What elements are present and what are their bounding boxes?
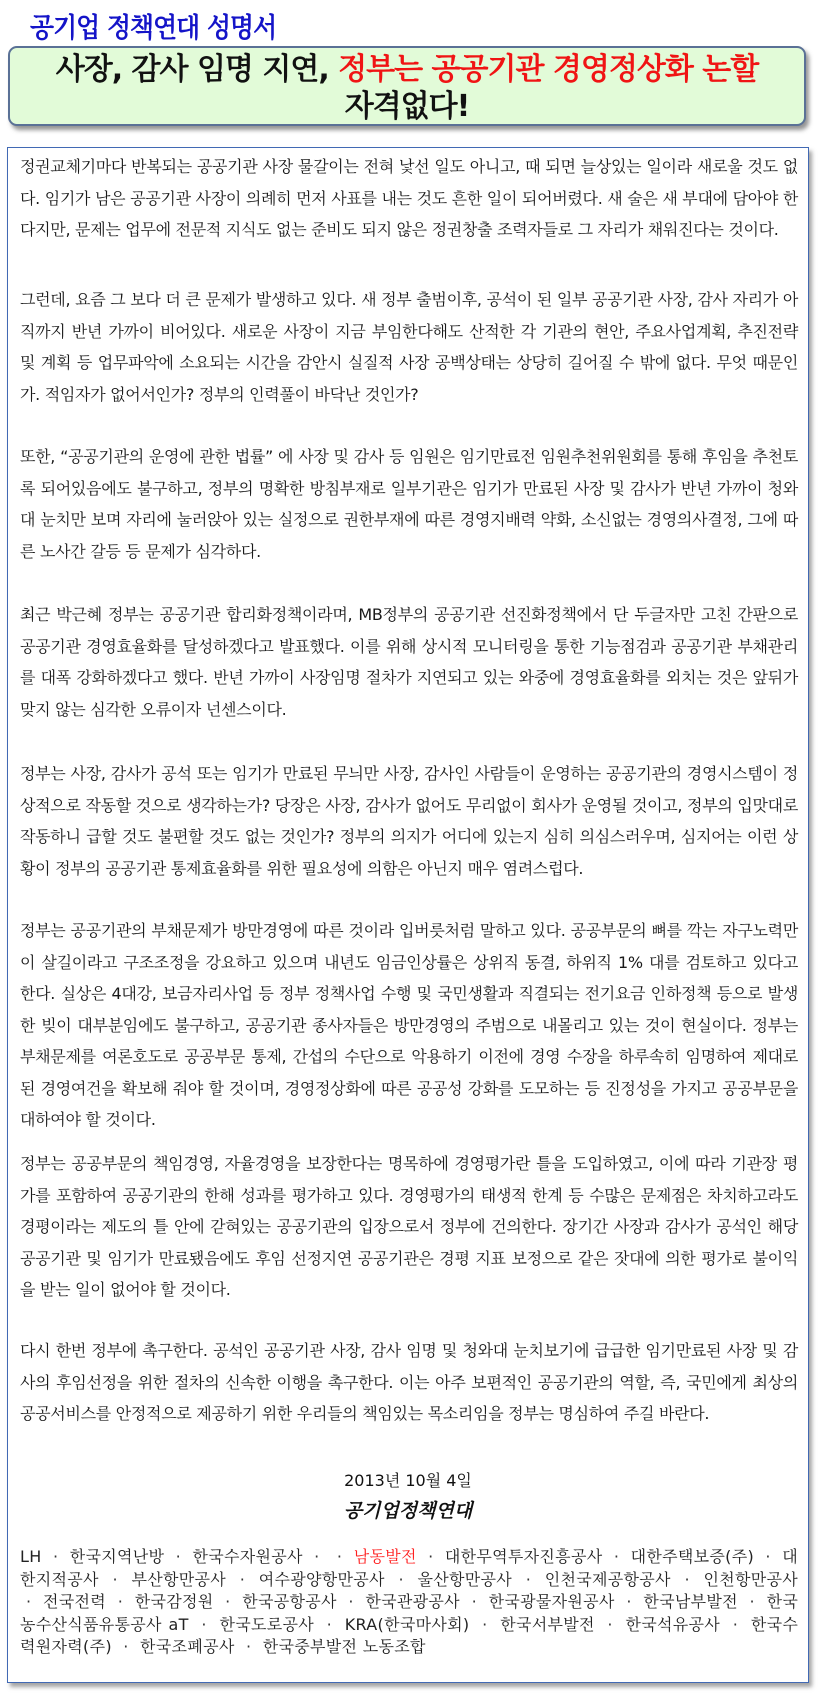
paragraph-6: 정부는 공공기관의 부채문제가 방만경영에 따른 것이라 입버릇처럼 말하고 있다. 공공부문의 뼈를 깍는 자구노력만이 살길이라고 구조조정을 강요하고 있으며 내년도 임금인상률은 상위직 동결, 하위직 1% 대를 검토하고 있다고 한다. 실상은 4대강, 보금자리사업 등 정부 정책사업 수행 및 국민생활과 직결되는 전기요금 인하정책 등으로 발생한 빚이 대부분임에도 불구하고, 공공기관 종사자들은 방만경영의 주범으로 내몰리고 있는 것이 현실이다. 정부는 부채문제를 여론호도로 공공부문 통제, 간섭의 수단으로 악용하기 이전에 경영 수장을 하루속히 임명하여 제대로 된 경영여건을 확보해 줘야 할 것이며, 경영정상화에 따른 공공성 강화를 도모하는 등 진정성을 가지고 공공부문을 대하여야 할 것이다. xyxy=(20,921,798,1129)
organization-name: 한국관광공사 xyxy=(365,1592,460,1611)
member-organizations-list xyxy=(20,1546,798,1659)
paragraph-7: 정부는 공공부문의 책임경영, 자율경영을 보장한다는 명목하에 경영평가란 틀을 도입하였고, 이에 따라 기관장 평가를 포함하여 공공기관의 한해 성과를 평가하고 있다. 경영평가의 태생적 한계 등 수많은 문제점은 차치하고라도 경평이라는 제도의 틀 안에 갇혀있는 공공기관의 입장으로서 정부에 건의한다. 장기간 사장과 감사가 공석인 해당 공공기관 및 임기가 만료됐음에도 후임 선정지연 공공기관은 경평 지표 보정으로 같은 잣대에 의한 평가로 불이익을 받는 일이 없어야 할 것이다. xyxy=(20,1154,798,1299)
organization-name: 대한주택보증(주) xyxy=(630,1547,755,1566)
paragraph-1: 정권교체기마다 반복되는 공공기관 사장 물갈이는 전혀 낯선 일도 아니고, 때 되면 늘상있는 일이라 새로울 것도 없다. 임기가 남은 공공기관 사장이 의례히 먼저 사표를 내는 것도 흔한 일이 되어버렸다. 새 술은 새 부대에 담아야 한다지만, 문제는 업무에 전문적 지식도 없는 준비도 되지 않은 정권창출 조력자들로 그 자리가 채워진다는 것이다. xyxy=(20,157,798,239)
org-separator: · xyxy=(239,1569,246,1589)
org-separator: · xyxy=(175,1547,182,1566)
organization-name: 울산항만공사 xyxy=(417,1569,513,1589)
paragraph-4: 최근 박근혜 정부는 공공기관 합리화정책이라며, MB정부의 공공기관 선진화정책에서 단 두글자만 고친 간판으로 공공기관 경영효율화를 달성하겠다고 발표했다. 이를 위해 상시적 모니터링을 통한 기능점검과 공공기관 부채관리를 대폭 강화하겠다고 했다. 반년 가까이 사장임명 절차가 지연되고 있는 와중에 경영효율화를 외치는 것은 앞뒤가 맞지 않는 심각한 오류이자 넌센스이다. xyxy=(20,605,798,719)
organization-name: 한국농수산식품유통공사 aT xyxy=(20,1592,799,1634)
org-separator: · xyxy=(398,1569,404,1589)
org-separator: · xyxy=(117,1592,124,1611)
organization-name: 한국조폐공사 xyxy=(140,1637,235,1656)
org-separator: · xyxy=(613,1547,620,1566)
organization-name: 전국전력 xyxy=(43,1592,107,1611)
org-separator: · xyxy=(732,1614,739,1634)
organization-name: LH xyxy=(20,1547,42,1566)
organization-name: 대한지적공사 xyxy=(20,1547,798,1589)
org-separator: · xyxy=(225,1592,231,1611)
org-separator: · xyxy=(765,1547,771,1566)
headline-red-text: 정부는 공공기관 경영정상화 논할 xyxy=(338,52,759,87)
organization-name: 한국남부발전 xyxy=(643,1592,738,1611)
statement-body xyxy=(7,147,809,1683)
organization-name: 대한무역투자진흥공사 xyxy=(444,1547,603,1566)
organization-name: 한국지역난방 xyxy=(69,1547,165,1566)
org-separator: · xyxy=(245,1637,252,1656)
statement-date: 2013년 10월 4일 xyxy=(344,1471,472,1490)
org-separator: · xyxy=(471,1592,477,1611)
org-separator: · xyxy=(326,1614,333,1634)
org-separator: · xyxy=(336,1547,343,1566)
org-separator: · xyxy=(348,1592,354,1611)
org-separator: · xyxy=(684,1569,690,1589)
org-separator: · xyxy=(749,1592,755,1611)
organization-name: 인천항만공사 xyxy=(703,1569,799,1589)
org-separator: · xyxy=(626,1592,632,1611)
organization-name: 한국수력원자력(주) xyxy=(20,1614,799,1656)
headline-black-text: 사장, 감사 임명 지연, xyxy=(55,52,339,87)
organization-name: 한국석유공사 xyxy=(625,1614,721,1634)
org-separator: · xyxy=(201,1614,207,1634)
headline-line-1 xyxy=(10,51,804,88)
headline-box xyxy=(8,46,806,126)
organization-name: 한국공항공사 xyxy=(242,1592,337,1611)
org-separator: · xyxy=(52,1547,59,1566)
organization-name: KRA(한국마사회) xyxy=(344,1614,470,1634)
org-separator: · xyxy=(525,1569,532,1589)
paragraph-5: 정부는 사장, 감사가 공석 또는 임기가 만료된 무늬만 사장, 감사인 사람들이 운영하는 공공기관의 경영시스템이 정상적으로 작동할 것으로 생각하는가? 당장은 사장, 감사가 없어도 무리없이 회사가 운영될 것이고, 정부의 입맛대로 작동하니 급할 것도 불편할 것도 없는 것인가? 정부의 의지가 어디에 있는지 심히 의심스러우며, 심지어는 이런 상황이 정부의 공공기관 통제효율화를 위한 필요성에 의함은 아닌지 매우 염려스럽다. xyxy=(20,764,798,878)
paragraph-8: 다시 한번 정부에 촉구한다. 공석인 공공기관 사장, 감사 임명 및 청와대 눈치보기에 급급한 임기만료된 사장 및 감사의 후임선정을 위한 절차의 신속한 이행을 촉구한다. 이는 아주 보편적인 공공기관의 역할, 즉, 국민에게 최상의 공공서비스를 안정적으로 제공하기 위한 우리들의 책임있는 목소리임을 정부는 명심하여 주길 바란다. xyxy=(20,1341,798,1423)
organization-name: 한국서부발전 xyxy=(500,1614,595,1634)
organization-name: 한국광물자원공사 xyxy=(488,1592,615,1611)
statement-org-title: 공기업 정책연대 성명서 xyxy=(30,13,277,44)
org-separator: · xyxy=(482,1614,488,1634)
org-separator: · xyxy=(314,1547,320,1566)
org-separator: · xyxy=(428,1547,434,1566)
organization-name: 부산항만공사 xyxy=(131,1569,227,1589)
paragraph-2: 그런데, 요즘 그 보다 더 큰 문제가 발생하고 있다. 새 정부 출범이후, 공석이 된 일부 공공기관 사장, 감사 자리가 아직까지 반년 가까이 비어있다. 새로운 사장이 지금 부임한다해도 산적한 각 기관의 현안, 주요사업계획, 추진전략 및 계획 등 업무파악에 소요되는 시간을 감안시 실질적 사장 공백상태는 상당히 길어질 수 밖에 없다. 무엇 때문인가. 적임자가 없어서인가? 정부의 인력풀이 바닥난 것인가? xyxy=(20,290,798,404)
org-separator: · xyxy=(123,1637,129,1656)
organization-name: 여수광양항만공사 xyxy=(258,1569,385,1589)
organization-name: 한국수자원공사 xyxy=(192,1547,303,1566)
organization-name: 한국감정원 xyxy=(134,1592,214,1611)
organization-name: 한국중부발전 노동조합 xyxy=(262,1637,426,1656)
organization-name: 남동발전 xyxy=(353,1547,417,1566)
paragraph-3: 또한, “공공기관의 운영에 관한 법률” 에 사장 및 감사 등 임원은 임기만료전 임원추천위원회를 통해 후임을 추천토록 되어있음에도 불구하고, 정부의 명확한 방침부재로 일부기관은 임기가 만료된 사장 및 감사가 반년 가까이 청와대 눈치만 보며 자리에 눌러앉아 있는 실정으로 권한부재에 따른 경영지배력 약화, 소신없는 경영의사결정, 그에 따른 노사간 갈등 등 문제가 심각하다. xyxy=(20,447,798,561)
headline-line-2: 자격없다! xyxy=(344,89,470,124)
organization-name: 한국도로공사 xyxy=(219,1614,314,1634)
org-separator: · xyxy=(26,1592,32,1611)
org-separator: · xyxy=(112,1569,118,1589)
org-separator: · xyxy=(607,1614,613,1634)
statement-signature: 공기업정책연대 xyxy=(343,1500,473,1522)
organization-name: 인천국제공항공사 xyxy=(544,1569,671,1589)
